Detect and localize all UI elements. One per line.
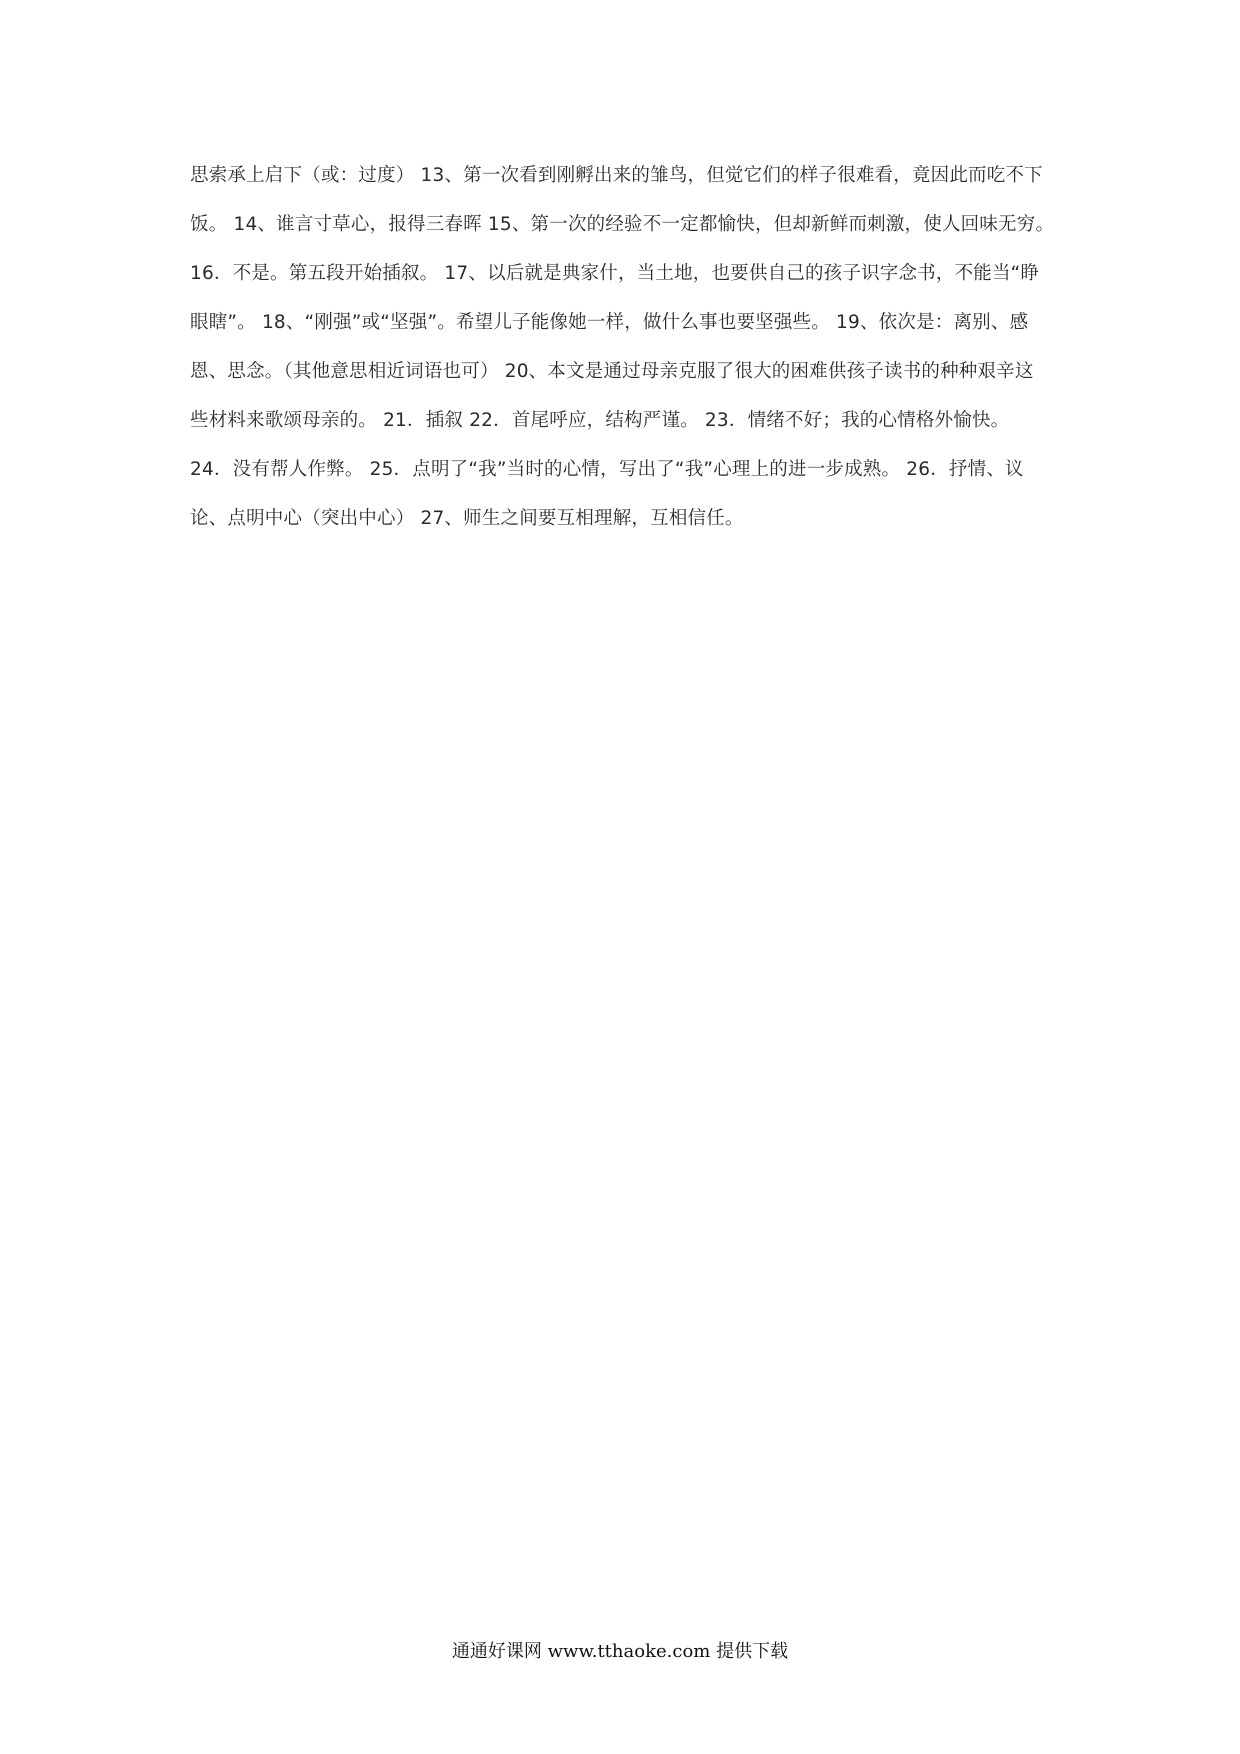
answer-line: 饭。 14、谁言寸草心，报得三春晖 15、第一次的经验不一定都愉快，但却新鲜而刺激，使人回味无穷。 <box>190 214 1055 235</box>
answer-line: 论、点明中心（突出中心） 27、师生之间要互相理解，互相信任。 <box>190 508 744 529</box>
answer-line: 思索承上启下（或：过度） 13、第一次看到刚孵出来的雏鸟，但觉它们的样子很难看，竟因此而吃不下 <box>190 165 1043 186</box>
page-footer: 通通好课网 www.tthaoke.com 提供下载 <box>451 1641 789 1662</box>
answer-line: 眼瞎”。 18、“刚强”或“坚强”。希望儿子能像她一样，做什么事也要坚强些。 19、依次是：离别、感 <box>190 312 1029 333</box>
answer-text-block <box>190 160 1062 552</box>
answer-line: 些材料来歌颂母亲的。 21．插叙 22．首尾呼应，结构严谨。 23．情绪不好；我的心情格外愉快。 <box>190 410 1010 431</box>
answer-line: 恩、思念。（其他意思相近词语也可） 20、本文是通过母亲克服了很大的困难供孩子读书的种种艰辛这 <box>190 361 1034 382</box>
answer-line: 24．没有帮人作弊。 25．点明了“我”当时的心情，写出了“我”心理上的进一步成熟。 26．抒情、议 <box>190 459 1024 480</box>
answer-line: 16．不是。第五段开始插叙。 17、以后就是典家什，当土地，也要供自己的孩子识字念书，不能当“睁 <box>190 263 1040 284</box>
